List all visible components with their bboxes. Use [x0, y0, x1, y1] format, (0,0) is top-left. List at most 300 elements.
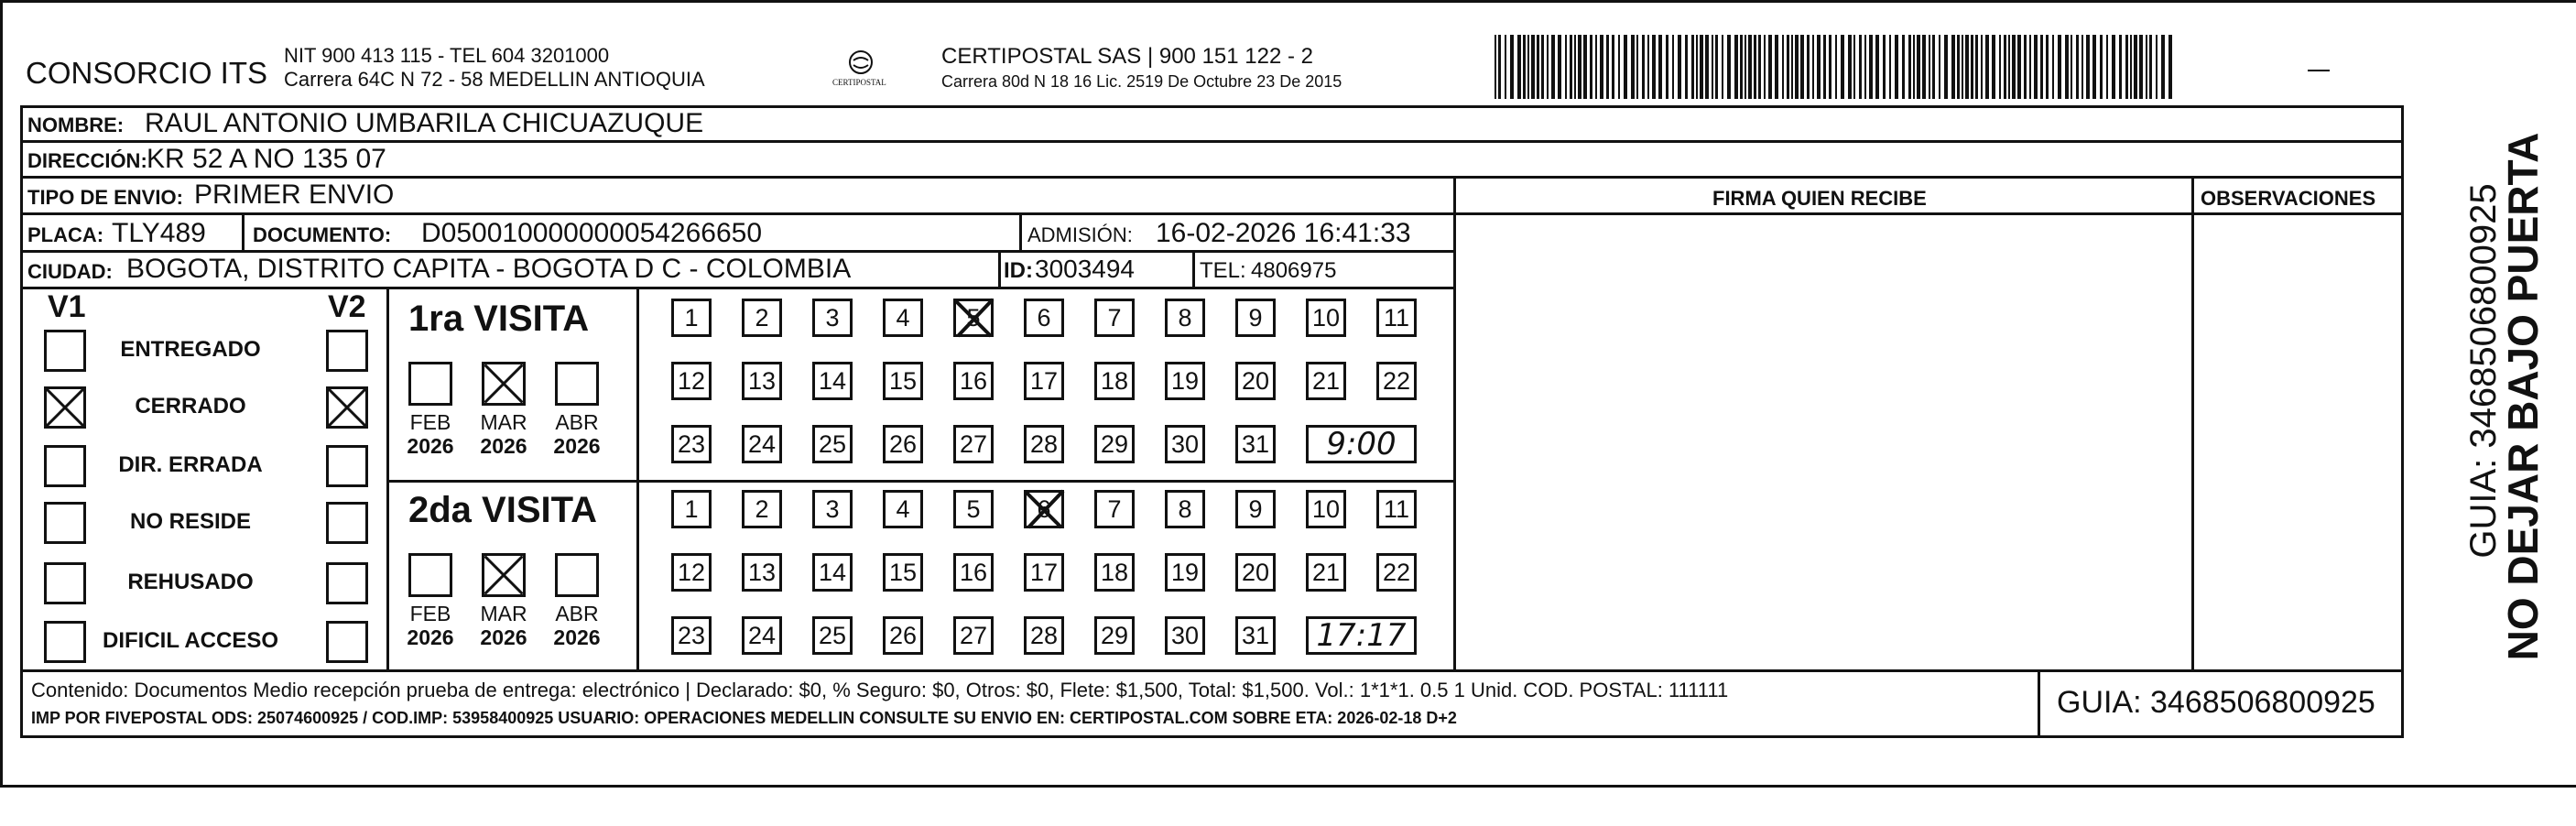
day-box[interactable] [1024, 553, 1064, 592]
month-checkbox[interactable] [408, 362, 452, 406]
day-number: 31 [1241, 621, 1270, 649]
barcode-bar [2125, 35, 2128, 99]
barcode-bar [1929, 35, 1930, 99]
day-box[interactable] [1376, 299, 1417, 337]
month-year: 2026 [553, 434, 601, 458]
visit-1-title: 1ra VISITA [408, 299, 590, 339]
month-label: FEB [409, 602, 451, 625]
observaciones-divider [2191, 176, 2194, 669]
day-number: 12 [677, 366, 706, 395]
barcode-bar [1957, 35, 1960, 99]
barcode-bar [1740, 35, 1743, 99]
day-box[interactable] [671, 490, 712, 528]
day-box[interactable] [1165, 425, 1205, 463]
barcode-bar [1583, 35, 1587, 99]
day-number: 11 [1383, 495, 1410, 523]
day-box[interactable] [1094, 553, 1135, 592]
day-box[interactable] [883, 616, 923, 655]
day-number: 15 [888, 366, 918, 395]
barcode-bar [2161, 35, 2165, 99]
barcode-bar [1510, 35, 1514, 99]
day-number: 23 [677, 429, 706, 458]
id-value: 3003494 [1035, 255, 1136, 283]
barcode-bar [2149, 35, 2152, 99]
barcode-bar [1700, 35, 1703, 99]
ciudad-value: BOGOTA, DISTRITO CAPITA - BOGOTA D C - COLOMBIA [126, 254, 852, 284]
barcode-bar [1558, 35, 1561, 99]
day-box[interactable] [671, 553, 712, 592]
month-checkbox[interactable] [408, 553, 452, 597]
status-v2-checkbox[interactable] [326, 330, 368, 372]
barcode-bar [2081, 35, 2083, 99]
day-box[interactable] [671, 616, 712, 655]
barcode-bar [2092, 35, 2096, 99]
day-number: 8 [1178, 495, 1192, 523]
v2-header: V2 [328, 289, 366, 324]
day-number: 29 [1100, 429, 1129, 458]
barcode-bar [2134, 35, 2137, 99]
day-box[interactable] [1376, 362, 1417, 400]
visit-divider [636, 287, 639, 669]
day-box[interactable] [812, 616, 853, 655]
barcode-bar [1841, 35, 1844, 99]
day-box[interactable] [742, 553, 782, 592]
day-box[interactable] [812, 490, 853, 528]
day-number: 9 [1248, 495, 1263, 523]
barcode-bar [1807, 35, 1810, 99]
company-name: CONSORCIO ITS [26, 56, 268, 90]
day-number: 22 [1382, 558, 1411, 586]
month-checkbox[interactable] [555, 362, 599, 406]
day-box[interactable] [883, 299, 923, 337]
day-box[interactable] [1094, 616, 1135, 655]
barcode-bar [1869, 35, 1873, 99]
day-box[interactable] [1306, 362, 1346, 400]
status-label: CERRADO [135, 394, 246, 418]
barcode-bar [1551, 35, 1555, 99]
day-box[interactable] [1094, 299, 1135, 337]
day-number: 18 [1100, 558, 1129, 586]
status-label: DIR. ERRADA [118, 452, 263, 477]
day-box[interactable] [742, 299, 782, 337]
day-number: 25 [818, 429, 847, 458]
visit-time: 9:00 [1326, 426, 1397, 462]
admision-label: ADMISIÓN: [1027, 223, 1133, 246]
row-rule [20, 250, 1456, 253]
day-number: 28 [1029, 621, 1059, 649]
footer-divider [2038, 669, 2040, 738]
month-year: 2026 [407, 434, 454, 458]
placa-value: TLY489 [112, 218, 206, 248]
day-number: 7 [1107, 303, 1122, 331]
day-box[interactable] [1024, 490, 1064, 528]
day-box[interactable] [1235, 553, 1276, 592]
day-box[interactable] [812, 425, 853, 463]
day-box[interactable] [953, 616, 994, 655]
day-number: 24 [747, 621, 777, 649]
barcode-bar [1642, 35, 1645, 99]
day-box[interactable] [1235, 299, 1276, 337]
day-number: 11 [1383, 303, 1410, 331]
barcode-bar [1618, 35, 1620, 99]
month-year: 2026 [553, 625, 601, 649]
day-number: 20 [1241, 558, 1270, 586]
barcode-bar [1636, 35, 1638, 99]
barcode-bar [1734, 35, 1738, 99]
barcode-bar [1981, 35, 1983, 99]
day-box[interactable] [883, 362, 923, 400]
barcode-bar [1595, 35, 1597, 99]
barcode-bar [1745, 35, 1746, 99]
page-top-rule [0, 0, 2576, 3]
barcode-bar [1531, 35, 1535, 99]
barcode-bar [1590, 35, 1592, 99]
day-box[interactable] [812, 299, 853, 337]
row-rule [20, 176, 2404, 179]
footer-imp: IMP POR FIVEPOSTAL ODS: 25074600925 / COD.IMP: 53958400925 USUARIO: OPERACIONES MEDELLIN CONSULTE SU ENVIO EN: CERTIPOSTAL.COM SOBRE ETA: 2026-02-18 D+2 [31, 709, 1457, 727]
day-number: 12 [677, 558, 706, 586]
barcode-bar [2076, 35, 2079, 99]
barcode-bar [1875, 35, 1879, 99]
day-box[interactable] [1376, 490, 1417, 528]
day-number: 3 [825, 303, 840, 331]
month-year: 2026 [480, 434, 527, 458]
barcode-bar [2008, 35, 2010, 99]
documento-label: DOCUMENTO: [253, 223, 392, 246]
barcode-bar [2058, 35, 2061, 99]
barcode-bar [1523, 35, 1526, 99]
day-box[interactable] [1165, 299, 1205, 337]
cell-divider [998, 250, 1001, 288]
day-box[interactable] [742, 425, 782, 463]
barcode-bar [1517, 35, 1521, 99]
barcode-bar [1768, 35, 1772, 99]
barcode-bar [1883, 35, 1886, 99]
status-v2-checkbox[interactable] [326, 621, 368, 663]
barcode-bar [1705, 35, 1709, 99]
barcode-bar [1965, 35, 1969, 99]
day-number: 4 [896, 495, 910, 523]
day-box[interactable] [883, 425, 923, 463]
day-box[interactable] [1165, 553, 1205, 592]
barcode-bar [1647, 35, 1649, 99]
barcode-bar [2071, 35, 2072, 99]
month-label: ABR [555, 410, 599, 434]
barcode-bar [1922, 35, 1926, 99]
day-box[interactable] [671, 362, 712, 400]
barcode-bar [1505, 35, 1506, 99]
status-label: ENTREGADO [120, 337, 261, 362]
direccion-label: DIRECCIÓN: [27, 149, 147, 172]
barcode-bar [2156, 35, 2158, 99]
barcode-bar [1527, 35, 1529, 99]
barcode-bar [1495, 35, 1496, 99]
observaciones-header: OBSERVACIONES [2201, 187, 2376, 210]
barcode-bar [1722, 35, 1723, 99]
day-number: 7 [1107, 495, 1122, 523]
barcode-bar [1823, 35, 1826, 99]
barcode-bar [1951, 35, 1955, 99]
day-box[interactable] [953, 490, 994, 528]
barcode-bar [1624, 35, 1627, 99]
day-number: 23 [677, 621, 706, 649]
barcode-bar [1895, 35, 1898, 99]
day-box[interactable] [1306, 490, 1346, 528]
barcode-bar [1848, 35, 1852, 99]
status-v2-checkbox[interactable] [326, 502, 368, 544]
day-number: 13 [747, 558, 777, 586]
status-v2-checkbox[interactable] [326, 562, 368, 604]
nombre-label: NOMBRE: [27, 114, 125, 136]
barcode-bar [1975, 35, 1978, 99]
day-box[interactable] [953, 425, 994, 463]
day-box[interactable] [671, 425, 712, 463]
visit-separator [386, 480, 1456, 483]
barcode-bar [1939, 35, 1940, 99]
barcode-bar [1537, 35, 1539, 99]
barcode-bar [2017, 35, 2021, 99]
page-bottom-rule [0, 785, 2576, 788]
footer-contenido: Contenido: Documentos Medio recepción prueba de entrega: electrónico | Declarado: $0, % Seguro: $0, Otros: $0, Flete: $1,500, Total: $1,500. Vol.: 1*1*1. 0.5 1 Unid. COD. POSTAL: 111111 [31, 679, 1729, 701]
day-number: 21 [1311, 366, 1341, 395]
day-number: 9 [1248, 303, 1263, 331]
day-number: 10 [1311, 495, 1341, 523]
status-v2-checkbox[interactable] [326, 386, 368, 429]
page-left-rule [0, 0, 3, 788]
barcode-bar [2012, 35, 2016, 99]
barcode-bar [1902, 35, 1905, 99]
month-checkbox[interactable] [482, 553, 526, 597]
day-box[interactable] [1306, 299, 1346, 337]
barcode-bar [1908, 35, 1911, 99]
day-number: 10 [1311, 303, 1341, 331]
barcode-bar [1864, 35, 1866, 99]
barcode-bar [1696, 35, 1698, 99]
barcode-bar [1800, 35, 1804, 99]
month-year: 2026 [480, 625, 527, 649]
day-number: 19 [1170, 366, 1200, 395]
day-number: 8 [1178, 303, 1192, 331]
day-box[interactable] [1094, 425, 1135, 463]
status-divider [386, 287, 389, 669]
barcode-bar [1631, 35, 1635, 99]
admision-value: 16-02-2026 16:41:33 [1156, 218, 1411, 248]
row-rule [20, 140, 2404, 143]
barcode-bar [1574, 35, 1576, 99]
barcode-bar [1853, 35, 1855, 99]
barcode-bar [2168, 35, 2172, 99]
barcode-bar [1917, 35, 1920, 99]
day-number: 1 [684, 495, 699, 523]
day-box[interactable] [742, 490, 782, 528]
day-number: 26 [888, 621, 918, 649]
day-box[interactable] [1165, 616, 1205, 655]
barcode-bar [1498, 35, 1501, 99]
day-number: 3 [825, 495, 840, 523]
day-box[interactable] [1235, 362, 1276, 400]
certipostal-info: CERTIPOSTAL SAS | 900 151 122 - 2 [941, 44, 1313, 69]
day-number: 6 [1037, 303, 1051, 331]
barcode-bar [1691, 35, 1694, 99]
day-number: 26 [888, 429, 918, 458]
barcode-bar [2040, 35, 2043, 99]
barcode-bar [1715, 35, 1718, 99]
barcode-bar [2146, 35, 2147, 99]
barcode-bar [1913, 35, 1915, 99]
barcode-bar [2046, 35, 2049, 99]
barcode-bar [1541, 35, 1544, 99]
barcode-bar [1971, 35, 1973, 99]
day-number: 27 [959, 621, 988, 649]
visit-2-title: 2da VISITA [408, 490, 597, 530]
visit-time-box[interactable] [1306, 616, 1417, 655]
side-guia: GUIA: 3468506800925 [2463, 183, 2504, 559]
barcode-bar [1859, 35, 1862, 99]
day-number: 24 [747, 429, 777, 458]
day-box[interactable] [1094, 362, 1135, 400]
day-box[interactable] [1024, 299, 1064, 337]
barcode-bar [1612, 35, 1614, 99]
day-number: 25 [818, 621, 847, 649]
day-number: 30 [1170, 621, 1200, 649]
tipo-label: TIPO DE ENVIO: [27, 186, 183, 209]
day-box[interactable] [1165, 490, 1205, 528]
side-warning: NO DEJAR BAJO PUERTA [2499, 132, 2547, 661]
day-number: 19 [1170, 558, 1200, 586]
barcode-bar [1835, 35, 1837, 99]
day-number: 1 [684, 303, 699, 331]
day-number: 30 [1170, 429, 1200, 458]
tipo-value: PRIMER ENVIO [194, 179, 395, 210]
day-number: 6 [1037, 495, 1051, 523]
day-number: 14 [818, 366, 847, 395]
barcode-bar [1812, 35, 1814, 99]
visit-time-box[interactable] [1306, 425, 1417, 463]
tel-label: TEL: [1200, 258, 1246, 283]
barcode-bar [1791, 35, 1793, 99]
barcode-bar [1606, 35, 1609, 99]
status-label: DIFICIL ACCESO [102, 628, 278, 653]
barcode-bar [1944, 35, 1948, 99]
firma-header: FIRMA QUIEN RECIBE [1712, 187, 1927, 210]
day-number: 31 [1241, 429, 1270, 458]
visit-time: 17:17 [1316, 617, 1407, 654]
month-label: MAR [480, 602, 527, 625]
day-number: 13 [747, 366, 777, 395]
certipostal-license: Carrera 80d N 18 16 Lic. 2519 De Octubre 23 De 2015 [941, 72, 1342, 91]
day-number: 5 [966, 495, 981, 523]
barcode-bar [1817, 35, 1821, 99]
row-rule [20, 212, 2404, 215]
day-number: 4 [896, 303, 910, 331]
barcode-bar [1889, 35, 1891, 99]
ciudad-label: CIUDAD: [27, 260, 113, 283]
day-number: 22 [1382, 366, 1411, 395]
day-number: 27 [959, 429, 988, 458]
check-mark [1021, 485, 1069, 533]
barcode-bar [2130, 35, 2132, 99]
day-box[interactable] [1235, 616, 1276, 655]
day-box[interactable] [812, 553, 853, 592]
status-label: REHUSADO [127, 570, 254, 594]
barcode-bar [1578, 35, 1581, 99]
day-box[interactable] [1235, 490, 1276, 528]
barcode-bar [2034, 35, 2038, 99]
barcode-bar [2112, 35, 2115, 99]
day-box[interactable] [883, 553, 923, 592]
day-box[interactable] [1165, 362, 1205, 400]
day-box[interactable] [1094, 490, 1135, 528]
status-label: NO RESIDE [129, 509, 252, 534]
day-box[interactable] [812, 362, 853, 400]
barcode-bar [1727, 35, 1731, 99]
day-box[interactable] [742, 616, 782, 655]
month-checkbox[interactable] [482, 362, 526, 406]
day-number: 16 [959, 558, 988, 586]
month-checkbox[interactable] [555, 553, 599, 597]
day-number: 14 [818, 558, 847, 586]
status-v2-checkbox[interactable] [326, 445, 368, 487]
day-box[interactable] [883, 490, 923, 528]
barcode-bar [1685, 35, 1688, 99]
footer-guia: GUIA: 3468506800925 [2057, 685, 2375, 720]
barcode-bar [2065, 35, 2069, 99]
month-label: FEB [409, 410, 451, 434]
day-number: 29 [1100, 621, 1129, 649]
barcode-bar [1775, 35, 1778, 99]
day-number: 2 [755, 303, 769, 331]
day-box[interactable] [1024, 425, 1064, 463]
day-box[interactable] [953, 362, 994, 400]
day-number: 17 [1029, 366, 1059, 395]
day-box[interactable] [1306, 553, 1346, 592]
barcode-bar [2119, 35, 2122, 99]
day-box[interactable] [953, 553, 994, 592]
day-number: 2 [755, 495, 769, 523]
barcode-bar [1787, 35, 1789, 99]
day-box[interactable] [1376, 553, 1417, 592]
day-number: 28 [1029, 429, 1059, 458]
barcode-bar [2004, 35, 2006, 99]
barcode [1495, 35, 2176, 99]
barcode-bar [2029, 35, 2031, 99]
barcode-bar [1600, 35, 1603, 99]
day-box[interactable] [1235, 425, 1276, 463]
day-box[interactable] [1024, 616, 1064, 655]
day-box[interactable] [742, 362, 782, 400]
barcode-bar [1570, 35, 1572, 99]
barcode-bar [2100, 35, 2103, 99]
day-box[interactable] [671, 299, 712, 337]
barcode-bar [1782, 35, 1784, 99]
day-box[interactable] [1024, 362, 1064, 400]
day-number: 18 [1100, 366, 1129, 395]
direccion-value: KR 52 A NO 135 07 [147, 144, 386, 174]
barcode-bar [1658, 35, 1662, 99]
barcode-bar [1547, 35, 1549, 99]
month-label: ABR [555, 602, 599, 625]
company-nit: NIT 900 413 115 - TEL 604 3201000 [284, 44, 610, 67]
id-label: ID: [1004, 258, 1033, 283]
cell-divider [1019, 212, 1022, 251]
barcode-bar [1754, 35, 1756, 99]
barcode-bar [2139, 35, 2143, 99]
placa-label: PLACA: [27, 223, 104, 246]
month-year: 2026 [407, 625, 454, 649]
day-box[interactable] [953, 299, 994, 337]
v1-header: V1 [48, 289, 86, 324]
day-number: 17 [1029, 558, 1059, 586]
